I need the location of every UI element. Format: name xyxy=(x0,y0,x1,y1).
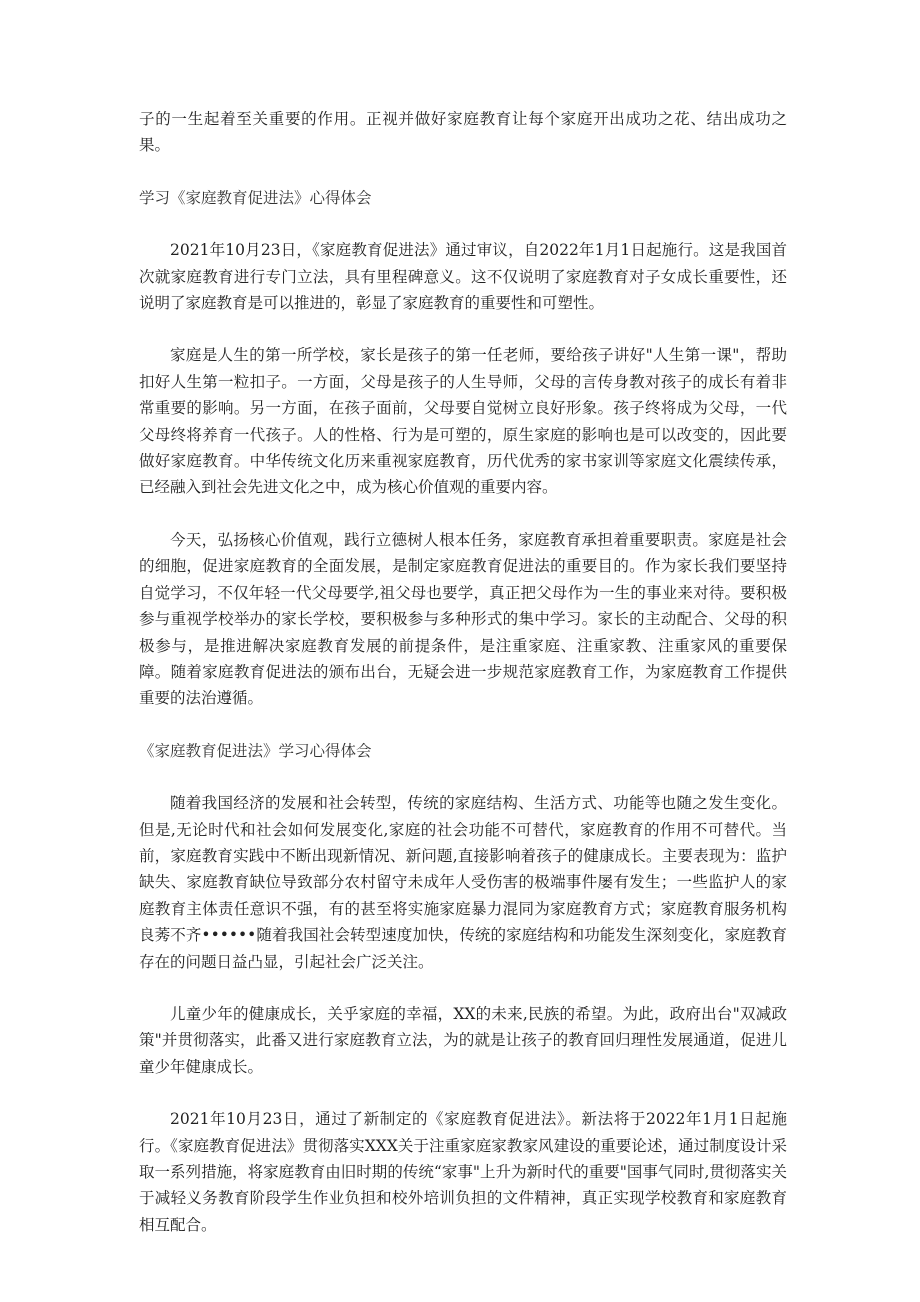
paragraph-6: 2021年10月23日，通过了新制定的《家庭教育促进法》。新法将于2022年1月1日起施行。《家庭教育促进法》贯彻落实XXX关于注重家庭家教家风建设的重要论述，通过制度设计采取一系列措施，将家庭教育由旧时期的传统“家事"上升为新时代的重要"国事气同时,贯彻落实关于减轻义务教育阶段学生作业负担和校外培训负担的文件精神，真正实现学校教育和家庭教育相互配合。 xyxy=(139,1110,787,1234)
paragraph-4: 随着我国经济的发展和社会转型，传统的家庭结构、生活方式、功能等也随之发生变化。但是,无论时代和社会如何发展变化,家庭的社会功能不可替代，家庭教育的作用不可替代。当前，家庭教育实践中不断出现新情况、新问题,直接影响着孩子的健康成长。主要表现为：监护缺失、家庭教育缺位导致部分农村留守未成年人受伤害的极端事件屡有发生；一些监护人的家庭教育主体责任意识不强，有的甚至将实施家庭暴力混同为家庭教育方式；家庭教育服务机构良莠不齐••••••随着我国社会转型速度加快，传统的家庭结构和功能发生深刻变化，家庭教育存在的问题日益凸显，引起社会广泛关注。 xyxy=(139,794,787,971)
paragraph-5: 儿童少年的健康成长，关乎家庭的幸福，XX的未来,民族的希望。为此，政府出台"双减政策"并贯彻落实，此番又进行家庭教育立法，为的就是让孩子的教育回归理性发展通道，促进儿童少年健康成长。 xyxy=(139,1004,787,1076)
paragraph-1: 2021年10月23日，《家庭教育促进法》通过审议，自2022年1月1日起施行。这是我国首次就家庭教育进行专门立法，具有里程碑意义。这不仅说明了家庭教育对子女成长重要性，还说明了家庭教育是可以推进的，彰显了家庭教育的重要性和可塑性。 xyxy=(139,241,787,313)
paragraph-3: 今天，弘扬核心价值观，践行立德树人根本任务，家庭教育承担着重要职责。家庭是社会的细胞，促进家庭教育的全面发展，是制定家庭教育促进法的重要目的。作为家长我们要坚持自觉学习，不仅年轻一代父母要学,祖父母也要学，真正把父母作为一生的事业来对待。要积极参与重视学校举办的家长学校，要积极参与多种形式的集中学习。家长的主动配合、父母的积极参与，是推进解决家庭教育发展的前提条件，是注重家庭、注重家教、注重家风的重要保障。随着家庭教育促进法的颁布出台，无疑会进一步规范家庭教育工作，为家庭教育工作提供重要的法治遵循。 xyxy=(139,530,787,708)
section-heading-2: 《家庭教育促进法》学习心得体会 xyxy=(139,741,372,760)
document-page xyxy=(139,106,787,1238)
paragraph-intro-tail: 子的一生起着至关重要的作用。正视并做好家庭教育让每个家庭开出成功之花、结出成功之果。 xyxy=(139,110,787,155)
section-heading-1: 学习《家庭教育促进法》心得体会 xyxy=(139,188,372,207)
paragraph-2: 家庭是人生的第一所学校，家长是孩子的第一任老师，要给孩子讲好"人生第一课"，帮助扣好人生第一粒扣子。一方面，父母是孩子的人生导师，父母的言传身教对孩子的成长有着非常重要的影响。另一方面，在孩子面前，父母要自觉树立良好形象。孩子终将成为父母，一代父母终将养育一代孩子。人的性格、行为是可塑的，原生家庭的影响也是可以改变的，因此要做好家庭教育。中华传统文化历来重视家庭教育，历代优秀的家书家训等家庭文化震续传承，已经融入到社会先进文化之中，成为核心价值观的重要内容。 xyxy=(139,346,787,497)
